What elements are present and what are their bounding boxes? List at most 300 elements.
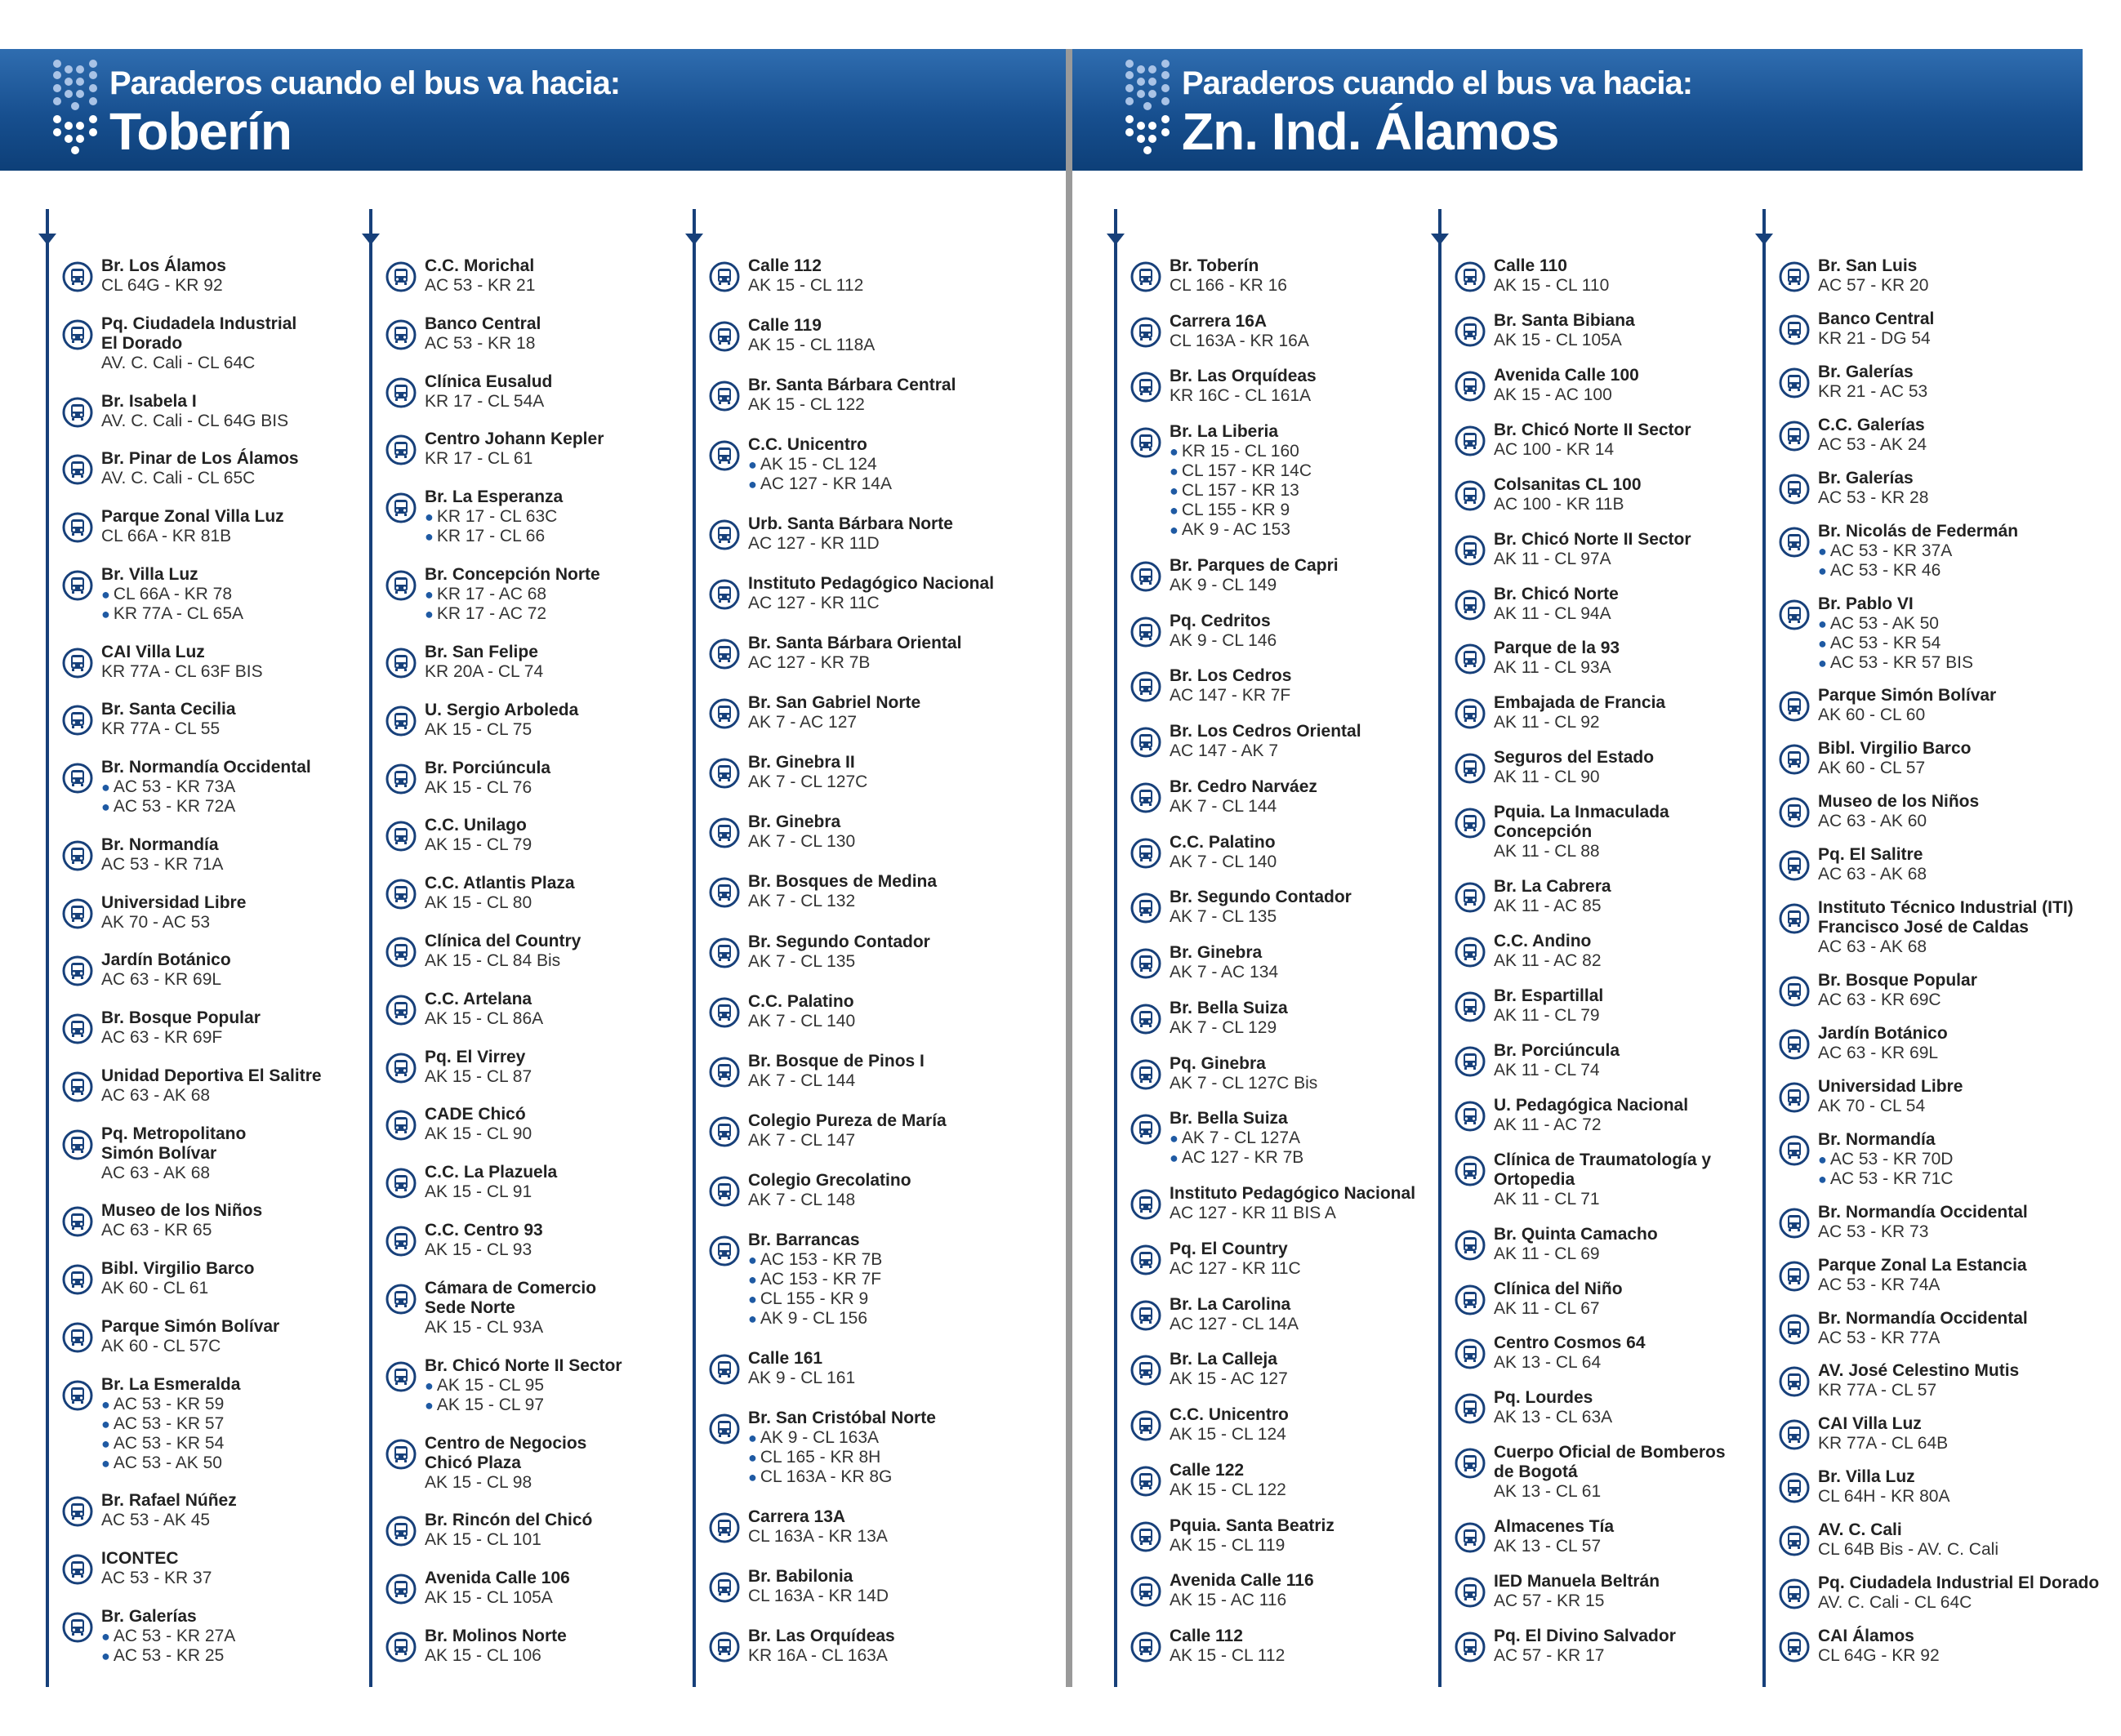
stop-address (748, 1191, 911, 1210)
stop-name: Pq. El Salitre (1818, 845, 1923, 865)
bus-stop-icon (1130, 838, 1161, 869)
stop-address (1494, 604, 1619, 624)
stop-name: Almacenes Tía (1494, 1517, 1615, 1537)
stop-address (101, 527, 284, 546)
stop-address-text: AK 15 - CL 101 (425, 1530, 541, 1550)
stop-name: Br. Normandía Occidental (1818, 1308, 2028, 1328)
stop-name: Calle 161 (748, 1348, 823, 1368)
stop-text (425, 1511, 592, 1550)
stop-text (425, 816, 532, 855)
stop-name: AV. José Celestino Mutis (1818, 1361, 2020, 1381)
transmilenio-logo-icon (1123, 57, 1172, 155)
stop-address-text: AC 127 - KR 11C (748, 594, 880, 613)
stop-address-text: AK 11 - AC 85 (1494, 897, 1602, 916)
stop-text (425, 1356, 622, 1415)
route-line (693, 209, 696, 1687)
stop-name: Br. Babilonia (748, 1566, 853, 1586)
stop-address (425, 449, 604, 469)
bus-stop-icon (62, 319, 93, 350)
bus-stop-icon (1130, 1300, 1161, 1331)
stop-text (1494, 421, 1691, 460)
stop-address (1170, 1646, 1285, 1666)
bus-stop-icon (709, 817, 740, 848)
bus-stop-icon (1455, 480, 1486, 511)
stop-text (425, 932, 581, 971)
stop-address (425, 835, 532, 855)
stop-text (425, 1048, 532, 1087)
stop-text (101, 1066, 322, 1106)
stop-address (1494, 768, 1654, 787)
stop-text (1494, 1225, 1658, 1264)
bus-stop-icon (62, 898, 93, 929)
stop-address-text: AC 53 - KR 72A (113, 797, 236, 817)
stop-address-text: AK 11 - CL 94A (1494, 603, 1611, 623)
stop-name: C.C. Palatino (1170, 832, 1276, 852)
stop-name: Jardín Botánico (101, 950, 231, 970)
stop-address (1170, 852, 1277, 872)
stop-name: Br. Bella Suiza (1170, 998, 1288, 1017)
stop-name: Pq. El Country (1170, 1239, 1288, 1258)
stop-address-text: AC 127 - KR 14A (760, 474, 892, 494)
bullet-icon: ● (1170, 1150, 1179, 1167)
stop-text (1170, 1516, 1335, 1556)
stop-address-text: AC 100 - KR 14 (1494, 439, 1615, 459)
stop-address-text: AK 15 - CL 90 (425, 1124, 532, 1144)
stop-text (1818, 309, 1934, 349)
stop-address-text: AK 7 - CL 130 (748, 832, 856, 852)
stop-text (101, 643, 263, 682)
stop-address-text: AC 53 - AK 50 (1829, 613, 1939, 633)
bullet-icon: ● (101, 605, 110, 622)
stop-address (101, 469, 299, 488)
stop-text (1170, 612, 1277, 651)
stop-address (1818, 614, 1973, 634)
stop-address (1170, 501, 1312, 520)
stop-address-text: AV. C. Cali - CL 64C (1818, 1593, 1972, 1613)
stop-name-line2: Francisco José de Caldas (1818, 918, 2029, 937)
stop-address (1170, 520, 1312, 540)
stop-address (101, 970, 231, 990)
bullet-icon: ● (1818, 542, 1827, 559)
stop-address-text: AK 7 - CL 129 (1170, 1017, 1277, 1037)
bus-stop-icon (709, 1176, 740, 1207)
stop-name: Br. Chicó Norte II Sector (1494, 420, 1691, 439)
stop-address-text: KR 77A - CL 55 (101, 719, 221, 739)
bus-stop-icon (385, 570, 417, 601)
bus-stop-icon (1455, 1101, 1486, 1132)
stop-name: Calle 112 (1170, 1627, 1243, 1645)
stop-text (1170, 1109, 1303, 1168)
stop-text (425, 1221, 543, 1260)
bus-stop-icon (1779, 474, 1810, 505)
bullet-icon: ● (101, 799, 110, 816)
stop-address-text: AK 9 - CL 161 (748, 1368, 856, 1387)
stop-text (425, 990, 543, 1029)
stop-address (1170, 1591, 1314, 1610)
stop-address (101, 913, 246, 933)
stop-address-text: AC 53 - KR 28 (1818, 487, 1929, 507)
bus-stop-icon (1455, 261, 1486, 292)
stop-name: C.C. Unilago (425, 816, 527, 835)
stop-address-text: AC 53 - KR 71A (101, 854, 224, 874)
stop-text (748, 812, 855, 852)
stop-address (1170, 631, 1277, 651)
stop-address-text: AC 153 - KR 7B (760, 1249, 883, 1269)
bus-stop-icon (709, 1235, 740, 1266)
stop-text (748, 933, 930, 972)
stop-address-text: CL 165 - KR 8H (760, 1447, 881, 1467)
stop-text (748, 1231, 882, 1329)
direction-arrow-icon (1755, 234, 1773, 245)
stop-text (1818, 1627, 1940, 1666)
stop-address (101, 1164, 246, 1183)
route-line (1114, 209, 1117, 1687)
bullet-icon: ● (1170, 502, 1179, 519)
stop-address-text: CL 155 - KR 9 (760, 1289, 869, 1308)
stop-address-text: CL 66A - KR 78 (113, 584, 233, 603)
stop-address (101, 1221, 262, 1240)
stop-text (1170, 1571, 1314, 1610)
stop-name: U. Pedagógica Nacional (1494, 1095, 1689, 1115)
stop-address (1818, 937, 2074, 957)
bus-stop-icon (1779, 261, 1810, 292)
stop-address-text: AK 13 - CL 63A (1494, 1408, 1613, 1427)
stop-name: Parque Zonal Villa Luz (101, 507, 284, 527)
stop-address-text: AK 15 - CL 76 (425, 777, 532, 797)
stop-name: Cuerpo Oficial de Bomberos (1494, 1443, 1726, 1462)
bus-stop-icon (1779, 1261, 1810, 1292)
stop-address (748, 1587, 889, 1606)
stop-name: Br. La Liberia (1170, 422, 1279, 442)
bullet-icon: ● (1818, 1170, 1827, 1187)
stop-name-line2: de Bogotá (1494, 1462, 1578, 1482)
stop-text (1494, 1151, 1711, 1209)
stop-address (1170, 442, 1312, 461)
bus-stop-icon (1455, 1338, 1486, 1369)
stop-address (1494, 1353, 1646, 1373)
stop-address (1818, 1646, 1940, 1666)
stop-text (1494, 1041, 1620, 1080)
stop-address (425, 1067, 532, 1087)
stop-text (101, 1375, 240, 1473)
bus-stop-icon (1779, 850, 1810, 881)
stop-address-text: AK 15 - AC 100 (1494, 385, 1612, 404)
bus-stop-icon (709, 937, 740, 968)
stop-text (101, 1201, 262, 1240)
stop-address-text: CL 64G - KR 92 (1818, 1646, 1940, 1665)
bus-stop-icon (385, 648, 417, 679)
stop-text (748, 514, 953, 554)
bullet-icon: ● (748, 1290, 757, 1307)
stop-text (1818, 1203, 2028, 1242)
stop-name: C.C. Unicentro (1170, 1405, 1289, 1425)
stop-text (1818, 1256, 2027, 1295)
bus-stop-icon (709, 519, 740, 550)
bus-stop-icon (62, 1554, 93, 1585)
stop-text (1818, 1574, 2099, 1613)
stop-address (425, 334, 541, 354)
stop-address-text: AK 11 - CL 71 (1494, 1189, 1600, 1209)
section-divider (1066, 49, 1072, 1687)
stop-text (748, 693, 920, 732)
bus-stop-icon (1130, 561, 1161, 592)
bus-stop-icon (385, 1168, 417, 1199)
stop-address (748, 1250, 882, 1270)
stop-address-text: AK 15 - CL 122 (748, 395, 865, 415)
bullet-icon: ● (101, 1628, 110, 1645)
stop-name: Jardín Botánico (1818, 1023, 1948, 1043)
stop-text (1494, 1280, 1623, 1319)
stop-text (425, 701, 578, 740)
stop-address (1818, 1222, 2028, 1242)
stop-address (101, 1395, 240, 1414)
stop-address-text: AK 15 - CL 93 (425, 1240, 532, 1260)
stop-address-text: AC 53 - KR 21 (425, 276, 536, 295)
stop-name: Br. Normandía (101, 835, 219, 854)
bus-stop-icon (1455, 425, 1486, 456)
stop-address (1494, 276, 1609, 296)
stop-address-text: AK 60 - CL 61 (101, 1279, 209, 1298)
stop-text (1494, 1572, 1660, 1611)
section-zn-ind-alamos (1072, 49, 2100, 1687)
stop-name: Br. Santa Bárbara Central (748, 376, 956, 395)
stop-name: Br. Quinta Camacho (1494, 1224, 1658, 1244)
stop-address-text: CL 64B Bis - AV. C. Cali (1818, 1540, 1998, 1560)
stop-address-text: AC 127 - KR 11D (748, 534, 880, 554)
stop-name: Br. Ginebra (748, 812, 841, 832)
stop-address-text: AK 15 - CL 112 (748, 276, 864, 295)
stop-name: Calle 112 (748, 256, 822, 275)
stop-address-text: AK 7 - CL 144 (1170, 796, 1277, 816)
stop-name: Br. San Felipe (425, 642, 538, 661)
stop-address (1170, 963, 1278, 982)
stop-text (1494, 366, 1639, 405)
stop-address (1818, 1097, 1963, 1116)
stop-text (748, 1507, 888, 1547)
bus-stop-icon (62, 1380, 93, 1411)
header-destination: Toberín (109, 102, 292, 161)
bus-stop-icon (1779, 903, 1810, 934)
stop-name: Br. Concepción Norte (425, 565, 600, 585)
stop-name: Br. San Cristóbal Norte (748, 1408, 936, 1427)
stop-address (1494, 658, 1620, 678)
stop-address (425, 1530, 592, 1550)
stop-name: C.C. Artelana (425, 989, 532, 1008)
stop-address-text: KR 77A - CL 57 (1818, 1381, 1937, 1400)
stop-address-text: AK 7 - CL 127C Bis (1170, 1073, 1318, 1093)
stop-address-text: AC 57 - KR 20 (1818, 276, 1929, 295)
stop-text (1170, 556, 1339, 595)
stop-text (1494, 585, 1619, 624)
stop-address-text: KR 20A - CL 74 (425, 661, 544, 681)
bus-stop-icon (1130, 948, 1161, 979)
stop-address (1818, 435, 1927, 455)
stop-address-text: AC 63 - AK 60 (1818, 812, 1927, 831)
stop-name: Unidad Deportiva El Salitre (101, 1066, 322, 1085)
bus-stop-icon (709, 321, 740, 352)
stop-address-text: AK 15 - AC 116 (1170, 1591, 1287, 1610)
stop-name: U. Sergio Arboleda (425, 700, 579, 719)
stop-address-text: AK 15 - CL 124 (760, 455, 877, 474)
stop-name: Colegio Pureza de María (748, 1111, 947, 1130)
stop-name: Clínica de Traumatología y (1494, 1150, 1712, 1169)
stop-name: Pq. El Divino Salvador (1494, 1627, 1676, 1645)
stop-address (1494, 1006, 1603, 1026)
stop-address-text: AC 127 - KR 7B (1181, 1148, 1304, 1168)
stop-text (1170, 312, 1309, 351)
stop-text (1494, 256, 1609, 296)
stop-address-text: AC 63 - AK 68 (1818, 937, 1927, 957)
stop-name: Br. Pablo VI (1818, 594, 1914, 613)
stop-text (748, 1349, 855, 1388)
transmilenio-logo-icon (51, 57, 100, 155)
bus-stop-icon (1779, 1472, 1810, 1503)
bus-stop-icon (709, 261, 740, 292)
stop-name: Instituto Técnico Industrial (ITI) (1818, 898, 2074, 918)
stop-name: Cámara de Comercio (425, 1278, 597, 1298)
stop-address (748, 952, 930, 972)
bus-stop-icon (709, 639, 740, 670)
stop-address-text: KR 77A - CL 64B (1818, 1434, 1949, 1453)
bus-stop-icon (385, 377, 417, 408)
bus-stop-icon (709, 1116, 740, 1147)
stop-address-text: AC 127 - KR 11C (1170, 1258, 1301, 1278)
bus-stop-icon (62, 1071, 93, 1102)
stop-address (101, 855, 223, 875)
stop-address (1494, 1646, 1676, 1666)
stop-address-text: KR 17 - CL 63C (436, 507, 558, 527)
stop-name: Pq. El Virrey (425, 1047, 526, 1066)
bullet-icon: ● (1170, 443, 1179, 461)
bus-stop-icon (1455, 937, 1486, 968)
stop-address-text: KR 17 - AC 72 (436, 604, 547, 624)
stop-address-text: AC 100 - KR 11B (1494, 494, 1624, 514)
stop-address-text: AK 15 - AC 127 (1170, 1369, 1288, 1389)
stop-address-text: AC 63 - AK 68 (101, 1085, 211, 1105)
stop-address-text: AC 63 - KR 69C (1818, 990, 1941, 1009)
section-header (0, 49, 1066, 171)
stop-address (1494, 331, 1635, 350)
stop-address (425, 951, 581, 971)
stop-address (1170, 1536, 1335, 1556)
stop-address (1818, 1275, 2027, 1295)
stop-name: Br. Chicó Norte (1494, 584, 1619, 603)
stop-name: Br. La Calleja (1170, 1350, 1277, 1369)
stop-address (1170, 1480, 1286, 1500)
stop-text (748, 376, 956, 415)
bullet-icon: ● (425, 586, 434, 603)
stop-address (748, 713, 920, 732)
stop-text (1818, 469, 1928, 508)
bullet-icon: ● (748, 1468, 757, 1485)
stop-name: Parque Zonal La Estancia (1818, 1255, 2027, 1275)
bus-stop-icon (709, 381, 740, 412)
stop-address (101, 1569, 212, 1588)
bullet-icon: ● (748, 1271, 757, 1288)
stop-address (1170, 741, 1361, 761)
stop-text (748, 992, 855, 1031)
stop-name: Centro Johann Kepler (425, 430, 604, 449)
stop-address (1818, 1044, 1948, 1063)
stop-address (1818, 329, 1934, 349)
bus-stop-icon (1130, 1576, 1161, 1607)
header-subtitle: Paraderos cuando el bus va hacia: (109, 65, 621, 101)
bus-stop-icon (1779, 1082, 1810, 1113)
bus-stop-icon (709, 698, 740, 729)
stop-address-text: KR 15 - CL 160 (1181, 442, 1299, 461)
stop-address (1494, 713, 1665, 732)
stop-text (748, 1171, 911, 1210)
stop-address-text: AC 63 - KR 69F (101, 1028, 223, 1048)
stop-name: Br. Los Álamos (101, 256, 226, 275)
stop-name: Universidad Libre (1818, 1076, 1963, 1096)
stop-address (101, 1646, 235, 1666)
stop-address (748, 336, 875, 355)
bus-stop-icon (1455, 1577, 1486, 1608)
stop-address (1818, 634, 1973, 653)
stop-name: Urb. Santa Bárbara Norte (748, 514, 953, 534)
stop-address-text: KR 17 - CL 54A (425, 391, 545, 411)
stop-address-text: AC 53 - KR 71C (1829, 1168, 1954, 1188)
bullet-icon: ● (1818, 562, 1827, 579)
stop-name: Br. Villa Luz (101, 564, 198, 584)
bus-stop-icon (385, 1053, 417, 1084)
bus-stop-icon (385, 261, 417, 292)
stop-address (1170, 1128, 1303, 1148)
bus-stop-icon (1779, 599, 1810, 630)
stop-address (1494, 1591, 1660, 1611)
bullet-icon: ● (1818, 1151, 1827, 1168)
stop-name: Centro de Negocios (425, 1433, 587, 1453)
stop-address (101, 1028, 261, 1048)
stop-text (1494, 748, 1654, 787)
stop-address (1818, 276, 1928, 296)
stop-name: Br. Bosque Popular (1818, 971, 1977, 990)
bullet-icon: ● (425, 1377, 434, 1394)
stop-text (101, 1491, 237, 1530)
bus-stop-icon (1130, 1189, 1161, 1220)
bus-stop-icon (62, 1612, 93, 1643)
bus-stop-icon (1130, 1631, 1161, 1663)
stop-text (1170, 1054, 1317, 1093)
bus-stop-icon (1779, 976, 1810, 1007)
stop-text (1494, 693, 1665, 732)
stop-address (1170, 481, 1312, 501)
stop-address (1494, 897, 1611, 916)
bullet-icon: ● (101, 585, 110, 603)
stop-address (425, 585, 600, 604)
stop-name: C.C. Andino (1494, 932, 1592, 950)
stop-name: Br. Chicó Norte II Sector (1494, 529, 1691, 549)
stop-address (101, 1279, 254, 1298)
stop-address (1170, 1259, 1301, 1279)
stop-address-text: KR 16C - CL 161A (1170, 386, 1312, 406)
stop-text (1818, 1077, 1963, 1116)
stop-address (1170, 1148, 1303, 1168)
stop-address-text: AC 53 - KR 57 (113, 1413, 225, 1433)
stop-text (1170, 1295, 1299, 1334)
bullet-icon: ● (748, 1251, 757, 1268)
stop-address-text: AK 11 - CL 93A (1494, 658, 1611, 678)
bus-stop-icon (1455, 643, 1486, 674)
bus-stop-icon (1779, 1135, 1810, 1166)
stop-text (1818, 971, 1977, 1010)
stop-address-text: AC 57 - KR 17 (1494, 1646, 1605, 1665)
bullet-icon: ● (101, 779, 110, 796)
bus-stop-icon (1130, 1059, 1161, 1090)
stop-address (748, 1270, 882, 1289)
stop-address (748, 455, 892, 474)
